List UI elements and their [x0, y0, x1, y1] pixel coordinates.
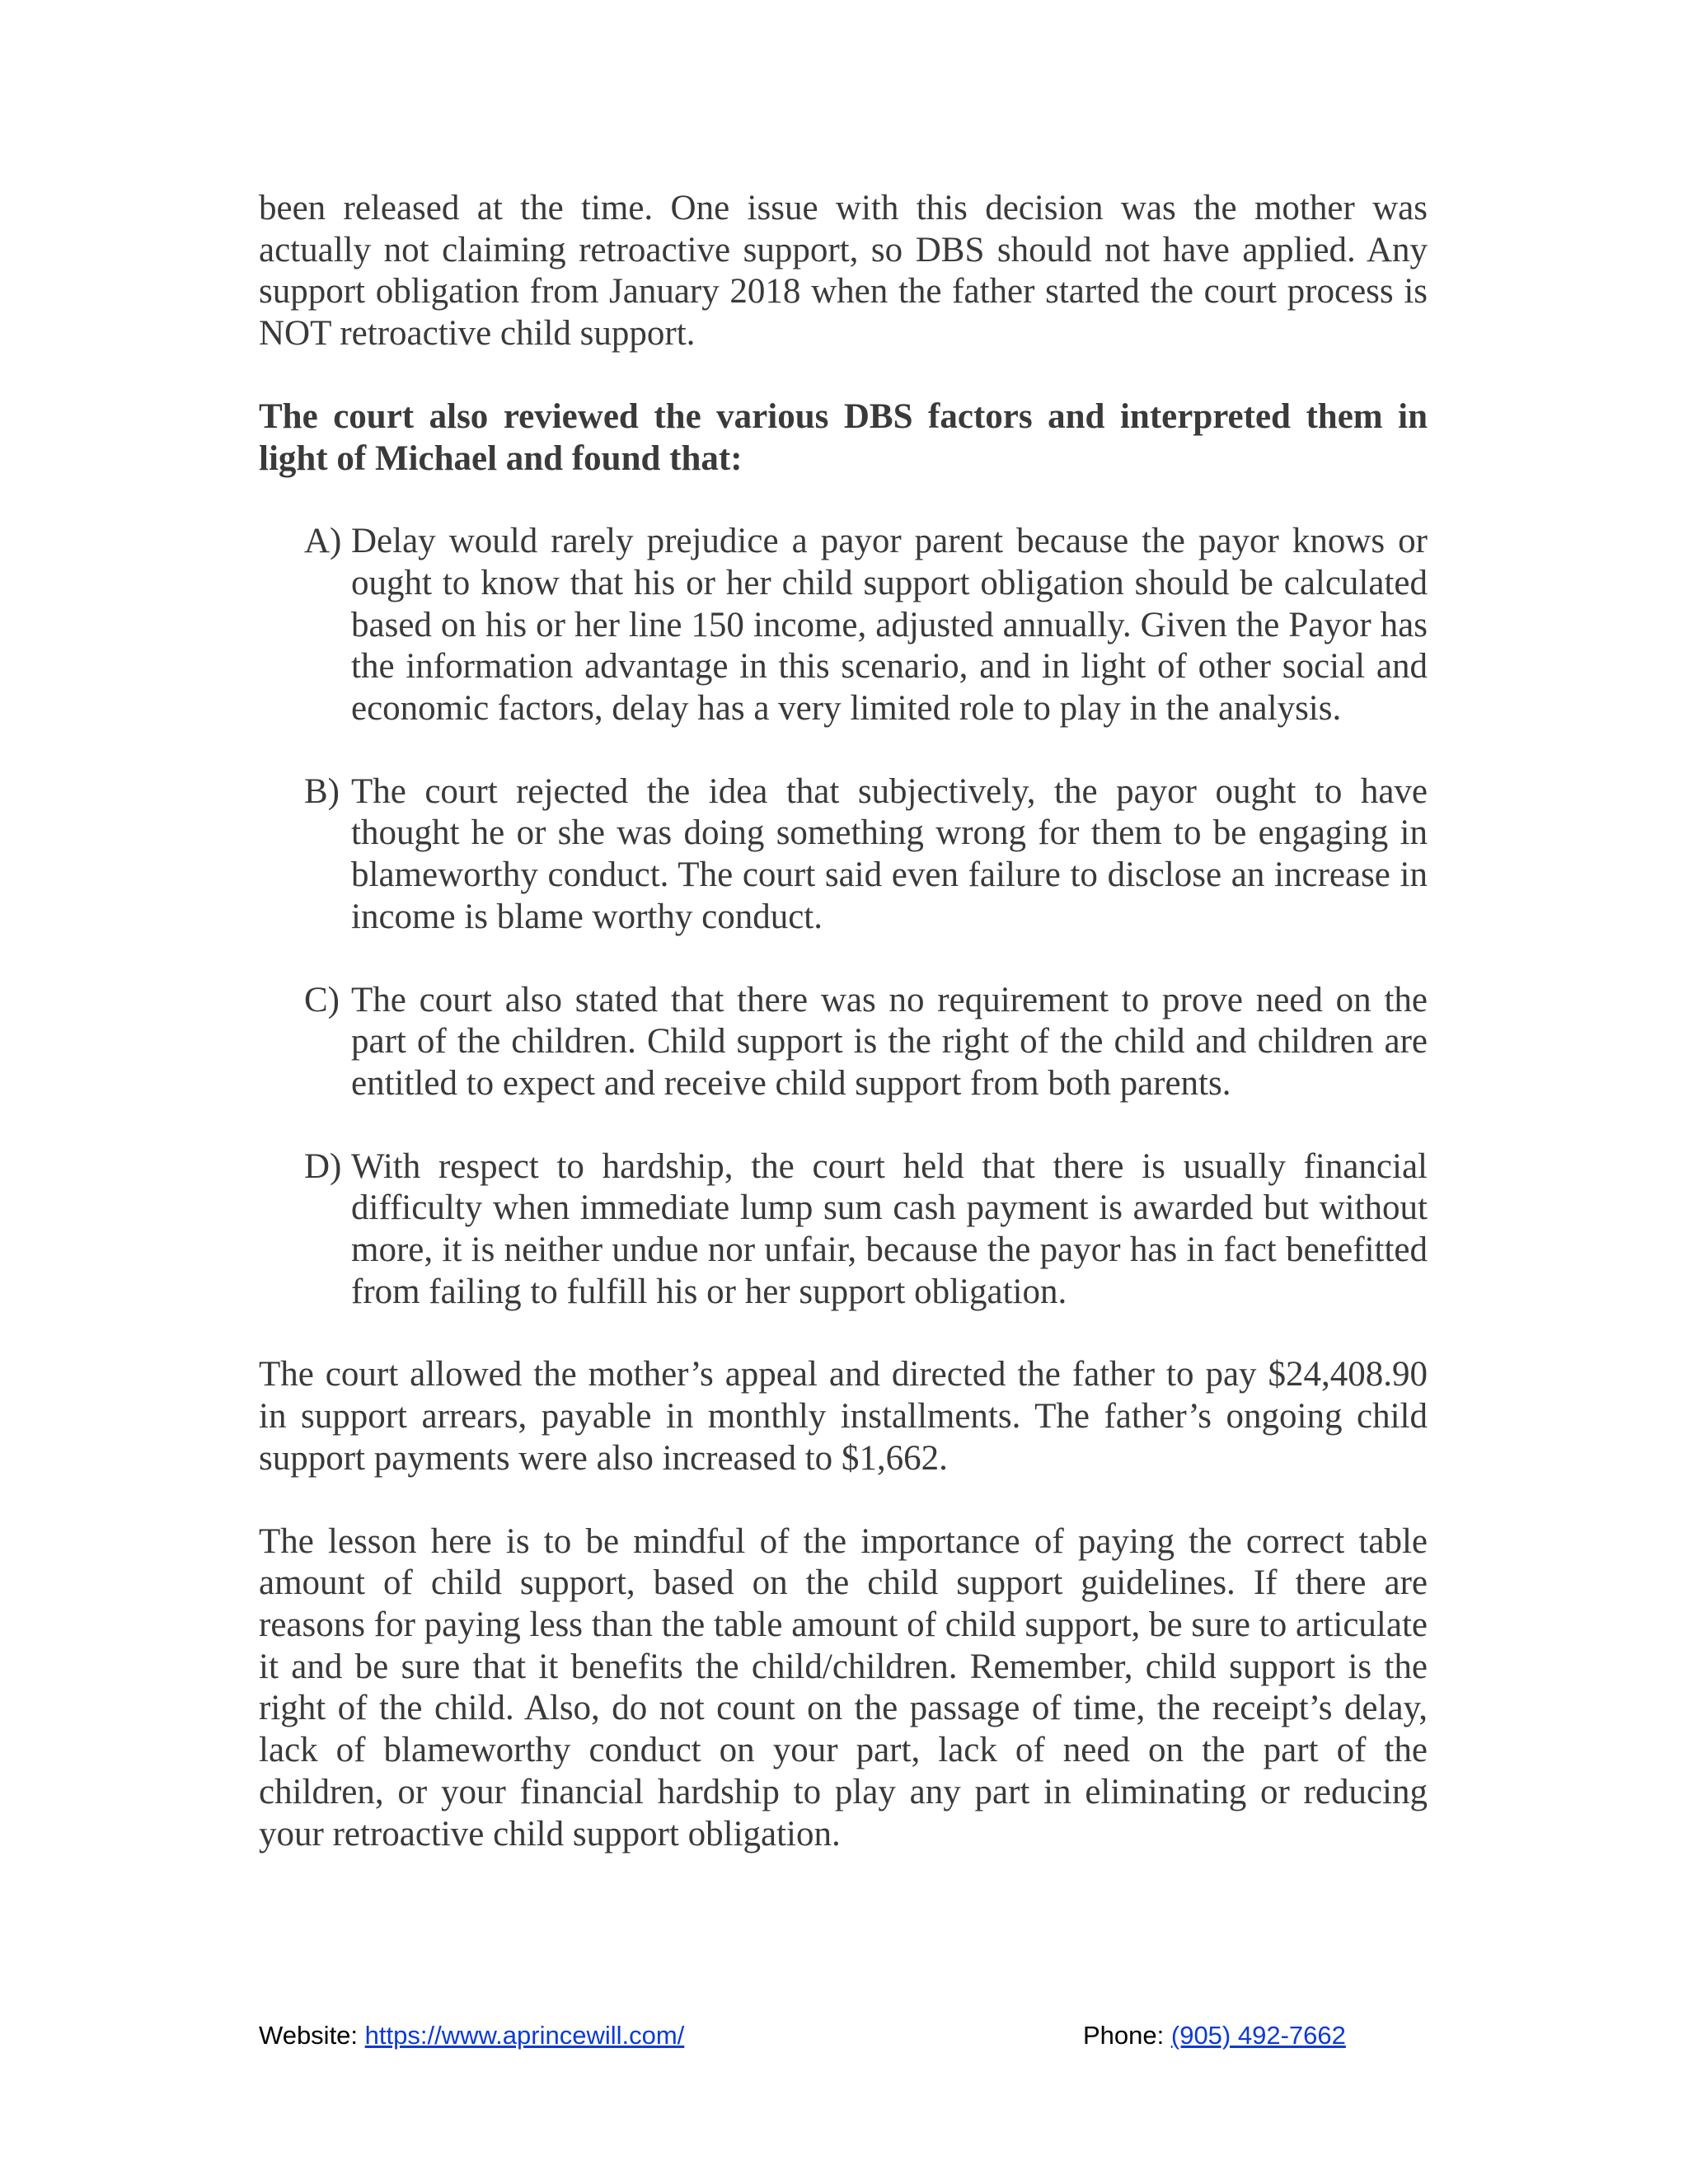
phone-label: Phone:	[1083, 2021, 1171, 2050]
list-marker: B)	[304, 771, 340, 811]
paragraph-result: The court allowed the mother’s appeal and directed the father to pay $24,408.90 in support arrears, payable in monthly installments. The father’s ongoing child support payments were also increased to $1,662.	[259, 1355, 1428, 1478]
list-item	[259, 521, 1428, 730]
page-footer	[259, 2021, 1432, 2062]
paragraph-continuation: been released at the time. One issue with this decision was the mother was actually not claiming retroactive support, so DBS should not have applied. Any support obligation from January 2018 when the father started the court process is NOT retroactive child support.	[259, 189, 1428, 354]
list-item	[259, 980, 1428, 1105]
list-item-text: Delay would rarely prejudice a payor parent because the payor knows or ought to know that his or her child support obligation should be calculated based on his or her line 150 income, adjusted annually. Given the Payor has the information advantage in this scenario, and in light of other social and economic factors, delay has a very limited role to play in the analysis.	[351, 522, 1428, 729]
list-marker: C)	[304, 980, 340, 1019]
footer-website	[259, 2021, 684, 2050]
factors-list	[259, 521, 1428, 1313]
website-label: Website:	[259, 2021, 365, 2050]
list-item-text: The court also stated that there was no requirement to prove need on the part of the children. Child support is the right of the child and children are entitled to expect and receive child support from both parents.	[351, 980, 1428, 1103]
website-link[interactable]: https://www.aprincewill.com/	[364, 2021, 685, 2050]
paragraph-lesson: The lesson here is to be mindful of the importance of paying the correct table amount of child support, based on the child support guidelines. If there are reasons for paying less than the table amount of child support, be sure to articulate it and be sure that it benefits the child/children. Remember, child support is the right of the child. Also, do not count on the passage of time, the receipt’s delay, lack of blameworthy conduct on your part, lack of need on the part of the children, or your financial hardship to play any part in eliminating or reducing your retroactive child support obligation.	[259, 1521, 1428, 1854]
list-item	[259, 771, 1428, 939]
phone-link[interactable]: (905) 492-7662	[1170, 2021, 1346, 2050]
document-body	[259, 188, 1428, 1855]
footer-phone	[1083, 2021, 1346, 2050]
list-marker: D)	[304, 1146, 342, 1186]
list-item-text: The court rejected the idea that subjectively, the payor ought to have thought he or she was doing something wrong for them to be engaging in blameworthy conduct. The court said even failure to disclose an increase in income is blame worthy conduct.	[351, 771, 1428, 936]
list-marker: A)	[304, 522, 342, 561]
list-item-text: With respect to hardship, the court held that there is usually financial difficulty when immediate lump sum cash payment is awarded but without more, it is neither undue nor unfair, because the payor has in fact benefitted from failing to fulfill his or her support obligation.	[351, 1146, 1428, 1311]
list-item	[259, 1146, 1428, 1314]
section-heading: The court also reviewed the various DBS factors and interpreted them in light of Michael and found that:	[259, 396, 1428, 478]
